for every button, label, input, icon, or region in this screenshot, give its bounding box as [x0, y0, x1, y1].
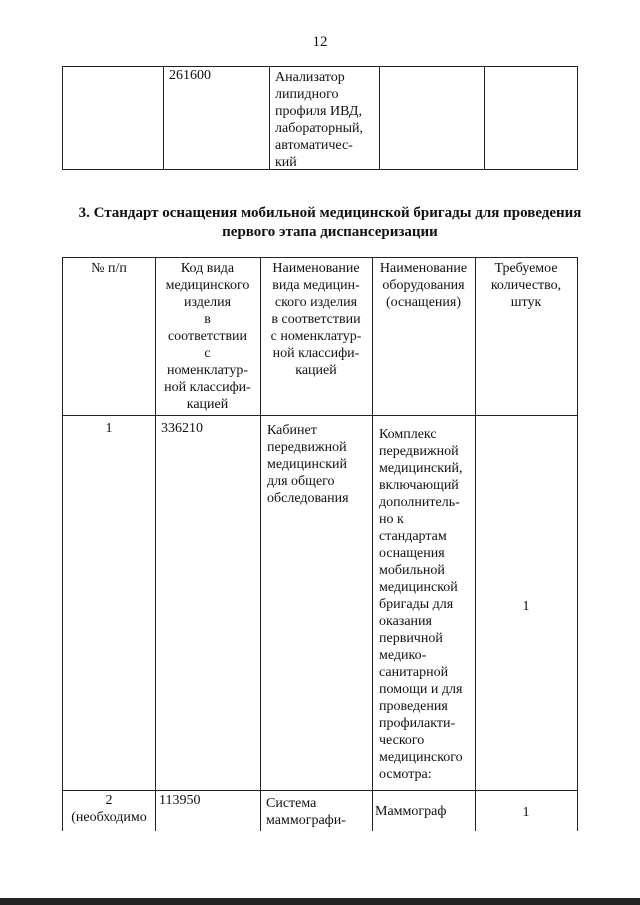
row2-device-name: Система маммографи-	[266, 796, 346, 828]
row2-code: 113950	[159, 793, 201, 808]
equipment-table	[62, 257, 578, 831]
row1-quantity: 1	[522, 599, 530, 614]
header-equipment: Наименование оборудования (оснащения)	[379, 261, 468, 310]
scan-edge	[0, 898, 640, 905]
row1-equipment: Комплекс передвижной медицинский, включающий дополнитель- но к стандартам оснащения мобильной медицинской бригады для оказания первичной медико- санитарной помощи и для проведения профилакти- ческого медицинского осмотра:	[379, 427, 463, 782]
column-divider	[372, 258, 373, 831]
row2-equipment: Маммограф	[375, 804, 447, 819]
page-number: 12	[312, 34, 328, 50]
row2-quantity: 1	[522, 805, 530, 820]
continued-row-code: 261600	[169, 68, 211, 83]
row-divider	[63, 415, 577, 416]
row1-device-name: Кабинет передвижной медицинский для общего обследования	[267, 423, 349, 506]
row-divider	[63, 790, 577, 791]
continued-table	[62, 66, 578, 170]
column-divider	[484, 67, 485, 169]
column-divider	[379, 67, 380, 169]
header-quantity: Требуемое количество, штук	[490, 261, 562, 310]
header-device-name: Наименование вида медицин- ского изделия в соответствии с номенклатур- ной классифи- кацией	[270, 261, 362, 378]
row1-num: 1	[105, 421, 113, 436]
section-title: 3. Стандарт оснащения мобильной медицинской бригады для проведения первого этапа диспансеризации	[78, 205, 582, 240]
continued-row-name: Анализатор липидного профиля ИВД, лабораторный, автоматичес- кий	[275, 70, 363, 170]
row1-code: 336210	[161, 421, 203, 436]
row2-num: 2 (необходимо	[71, 793, 147, 825]
column-divider	[475, 258, 476, 831]
header-num: № п/п	[91, 261, 127, 276]
header-code: Код вида медицинского изделия в соответствии с номенклатур- ной классифи- кацией	[164, 261, 251, 412]
column-divider	[269, 67, 270, 169]
column-divider	[163, 67, 164, 169]
